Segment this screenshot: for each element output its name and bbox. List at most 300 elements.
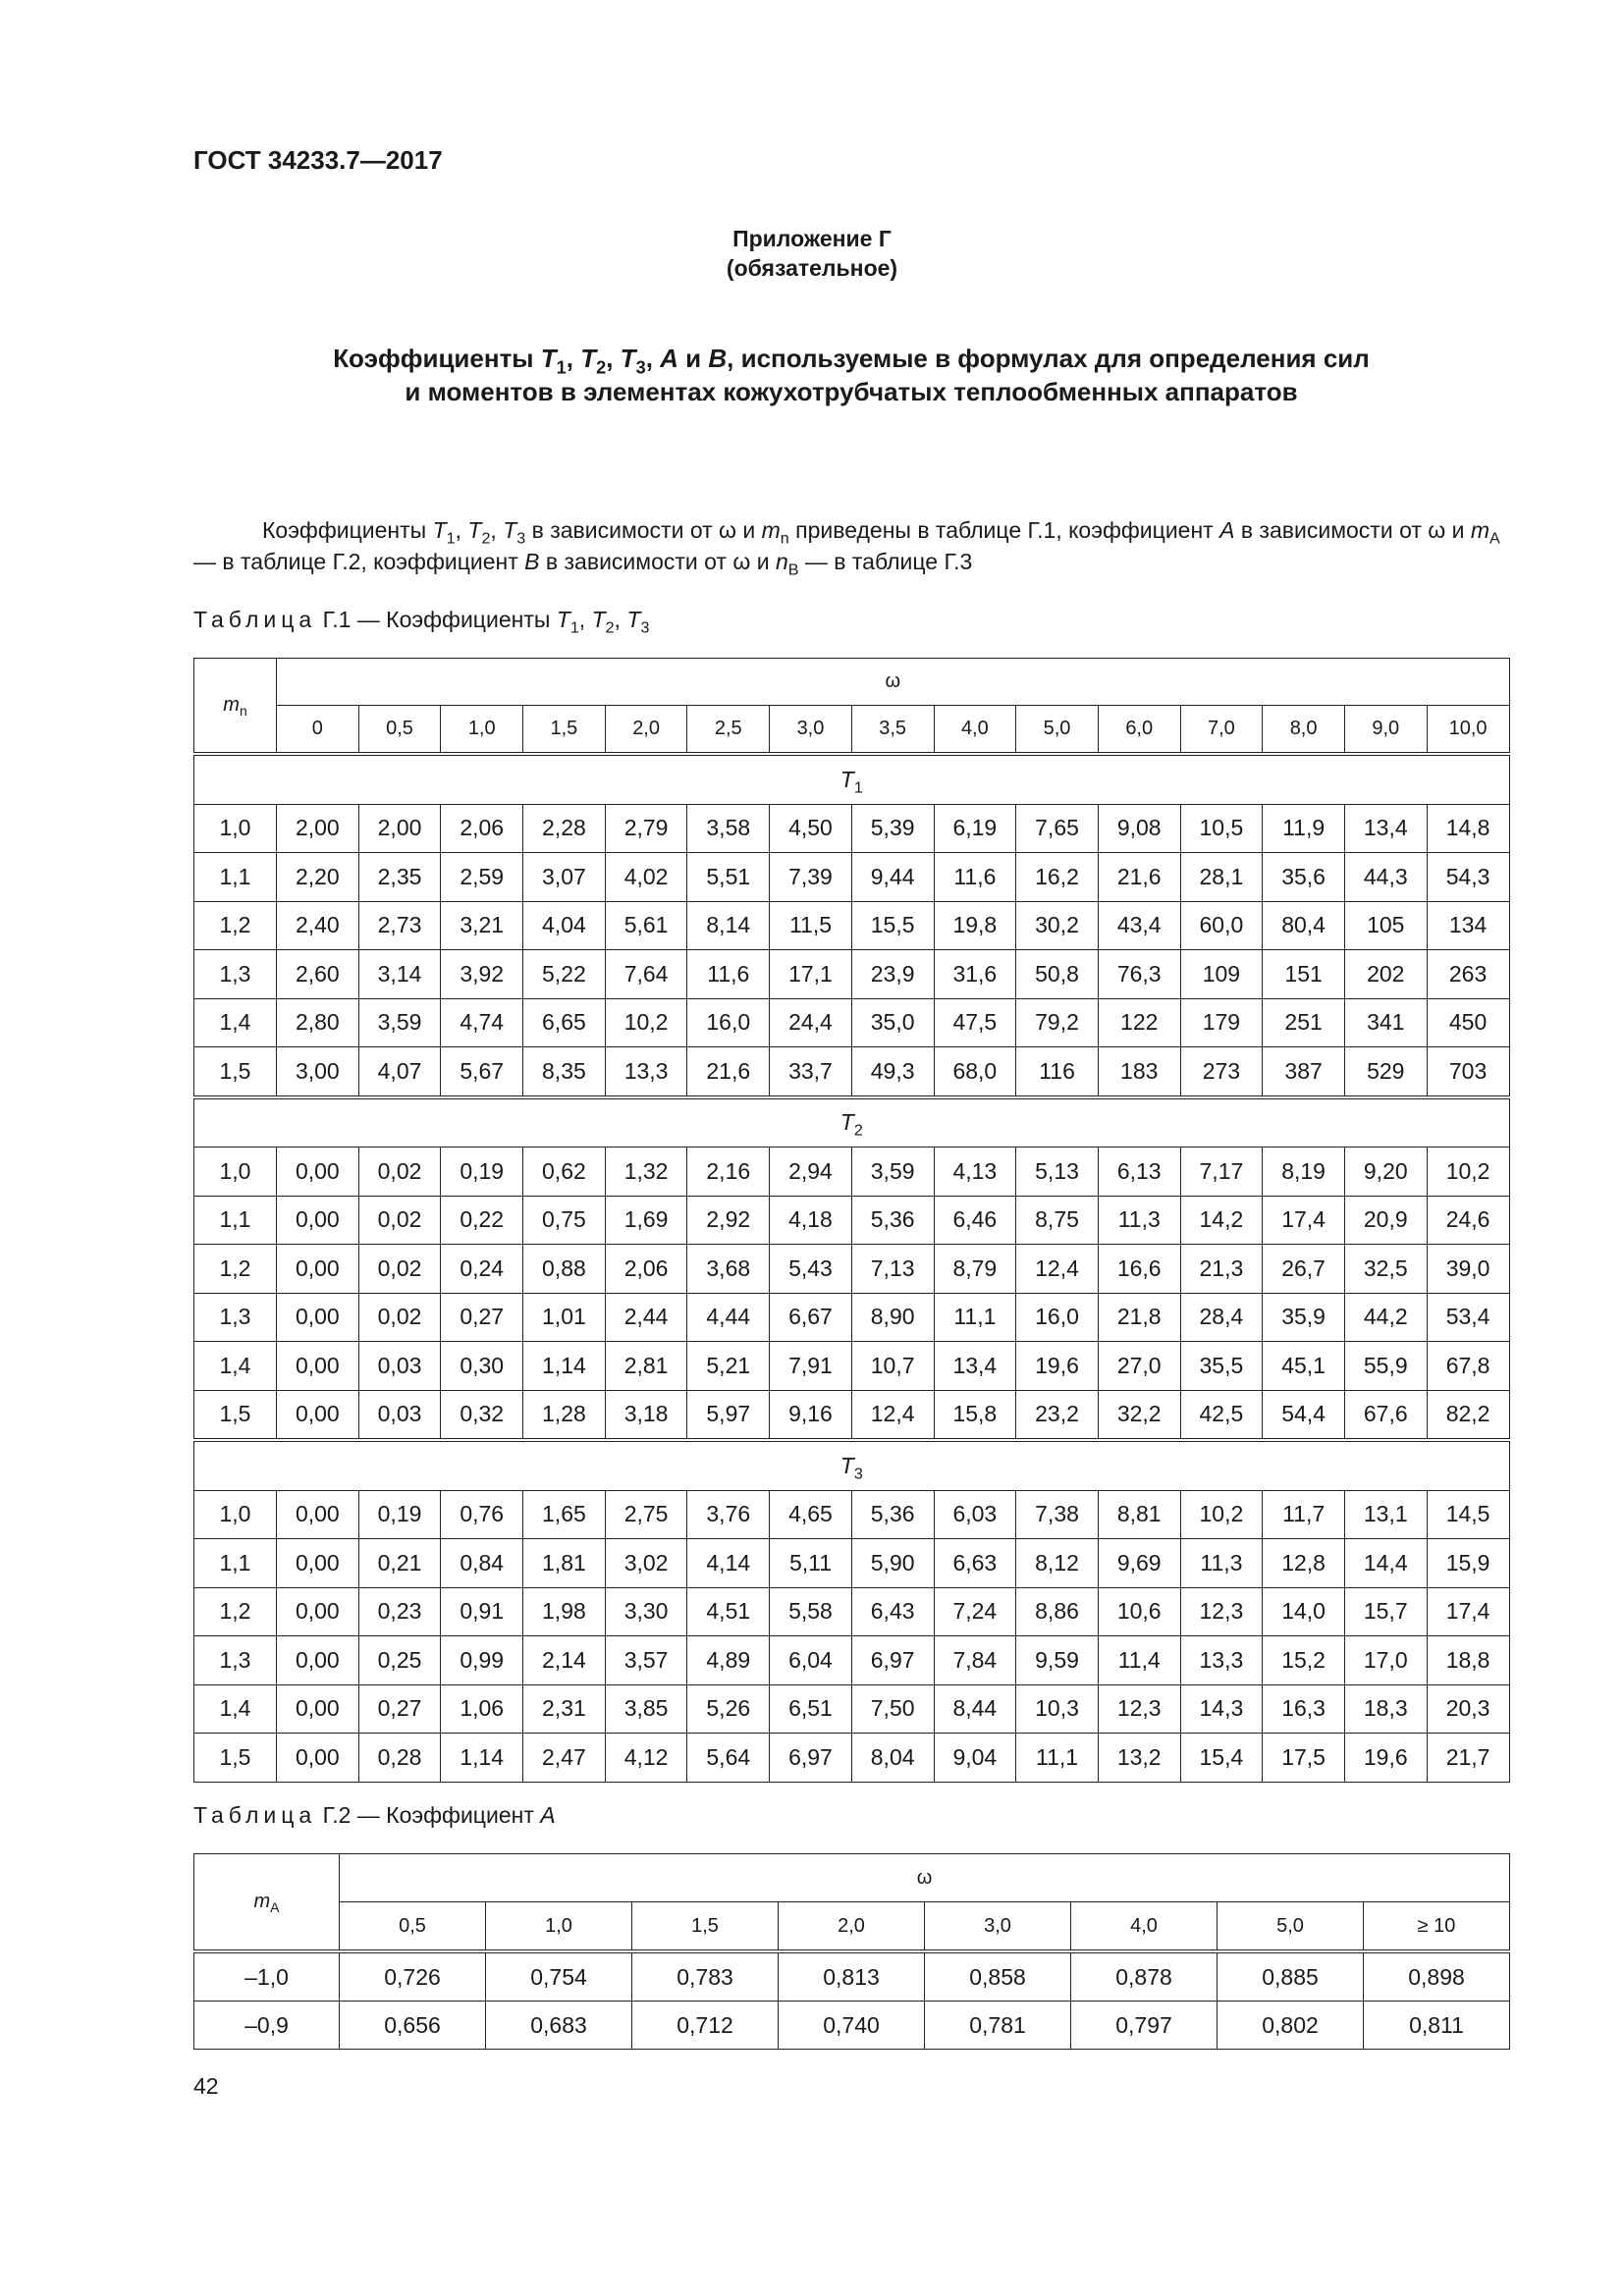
value-cell: 13,4 [1344, 804, 1427, 853]
value-cell: 0,813 [779, 1951, 925, 2002]
row-label-cell: 1,0 [194, 804, 277, 853]
table-row [194, 1245, 1510, 1294]
value-cell: 16,3 [1263, 1684, 1345, 1734]
title-var-b: B [708, 344, 728, 373]
omega-value-cell: 10,0 [1427, 706, 1509, 755]
value-cell: 2,06 [441, 804, 523, 853]
omega-value-cell: 5,0 [1218, 1902, 1364, 1952]
value-cell: 16,2 [1016, 853, 1099, 902]
value-cell: 0,898 [1364, 1951, 1510, 2002]
value-cell: 8,81 [1098, 1490, 1180, 1539]
value-cell: 0,740 [779, 2002, 925, 2050]
value-cell: 3,18 [605, 1390, 687, 1440]
value-cell: 0,00 [277, 1684, 359, 1734]
value-cell: 44,2 [1344, 1293, 1427, 1342]
value-cell: 5,67 [441, 1047, 523, 1097]
value-cell: 16,0 [687, 998, 770, 1047]
intro-var: A [1219, 517, 1235, 543]
row-label-cell: 1,1 [194, 853, 277, 902]
value-cell: 17,0 [1344, 1636, 1427, 1685]
omega-value-cell: 0,5 [358, 706, 441, 755]
value-cell: 17,4 [1427, 1587, 1509, 1636]
value-cell: 32,5 [1344, 1245, 1427, 1294]
table-row [194, 998, 1510, 1047]
row-label-cell: 1,3 [194, 950, 277, 999]
value-cell: 0,03 [358, 1342, 441, 1391]
omega-value-cell: 2,0 [779, 1902, 925, 1952]
section-row [194, 1097, 1510, 1148]
value-cell: 23,2 [1016, 1390, 1099, 1440]
value-cell: 151 [1263, 950, 1345, 999]
caption-text: Г.1 — Коэффициенты [316, 607, 557, 632]
value-cell: 20,9 [1344, 1196, 1427, 1245]
value-cell: 12,3 [1098, 1684, 1180, 1734]
value-cell: 5,58 [770, 1587, 852, 1636]
caption-sub: 3 [640, 618, 650, 637]
value-cell: 79,2 [1016, 998, 1099, 1047]
row-label-cell: 1,4 [194, 1342, 277, 1391]
row-label-cell: 1,2 [194, 1587, 277, 1636]
value-cell: 19,8 [934, 901, 1016, 950]
value-cell: 0,656 [340, 2002, 486, 2050]
value-cell: 1,32 [605, 1148, 687, 1197]
value-cell: 35,6 [1263, 853, 1345, 902]
value-cell: 67,6 [1344, 1390, 1427, 1440]
value-cell: 6,13 [1098, 1148, 1180, 1197]
intro-var: n [775, 549, 788, 574]
omega-value-cell: 4,0 [1071, 1902, 1218, 1952]
value-cell: 16,0 [1016, 1293, 1099, 1342]
title-text: , используемые в формулах для определения сил [727, 344, 1370, 373]
table-g1-caption [193, 607, 650, 637]
title-sub-3: 3 [635, 357, 646, 378]
omega-value-cell: 1,0 [441, 706, 523, 755]
value-cell: 2,00 [358, 804, 441, 853]
value-cell: 4,65 [770, 1490, 852, 1539]
value-cell: 17,4 [1263, 1196, 1345, 1245]
value-cell: 13,3 [605, 1047, 687, 1097]
value-cell: 28,4 [1180, 1293, 1263, 1342]
value-cell: 2,31 [523, 1684, 606, 1734]
value-cell: 47,5 [934, 998, 1016, 1047]
value-cell: 703 [1427, 1047, 1509, 1097]
value-cell: 9,04 [934, 1734, 1016, 1783]
value-cell: 9,08 [1098, 804, 1180, 853]
value-cell: 13,3 [1180, 1636, 1263, 1685]
value-cell: 0,878 [1071, 1951, 1218, 2002]
table-g2-caption [193, 1802, 556, 1829]
omega-value-cell: 4,0 [934, 706, 1016, 755]
page-number: 42 [193, 2073, 219, 2099]
intro-var: B [524, 549, 540, 574]
value-cell: 30,2 [1016, 901, 1099, 950]
value-cell: 0,754 [486, 1951, 632, 2002]
omega-value-cell: 1,5 [632, 1902, 779, 1952]
caption-word: Таблица [193, 1802, 317, 1828]
value-cell: 5,64 [687, 1734, 770, 1783]
value-cell: 32,2 [1098, 1390, 1180, 1440]
title-var-t2: T [580, 344, 597, 373]
value-cell: 16,6 [1098, 1245, 1180, 1294]
value-cell: 14,0 [1263, 1587, 1345, 1636]
value-cell: 15,7 [1344, 1587, 1427, 1636]
value-cell: 11,1 [1016, 1734, 1099, 1783]
value-cell: 10,2 [605, 998, 687, 1047]
value-cell: 2,80 [277, 998, 359, 1047]
table-row [194, 804, 1510, 853]
value-cell: 7,17 [1180, 1148, 1263, 1197]
value-cell: 0,32 [441, 1390, 523, 1440]
value-cell: 2,20 [277, 853, 359, 902]
value-cell: 10,6 [1098, 1587, 1180, 1636]
value-cell: 3,92 [441, 950, 523, 999]
table-row [194, 901, 1510, 950]
table-row [194, 1148, 1510, 1197]
value-cell: 0,75 [523, 1196, 606, 1245]
value-cell: 0,22 [441, 1196, 523, 1245]
value-cell: 0,91 [441, 1587, 523, 1636]
value-cell: 0,797 [1071, 2002, 1218, 2050]
value-cell: 10,7 [851, 1342, 934, 1391]
omega-value-cell: 5,0 [1016, 706, 1099, 755]
value-cell: 0,25 [358, 1636, 441, 1685]
value-cell: 0,84 [441, 1539, 523, 1588]
value-cell: 3,59 [851, 1148, 934, 1197]
value-cell: 54,3 [1427, 853, 1509, 902]
value-cell: 6,03 [934, 1490, 1016, 1539]
table-g1 [193, 658, 1510, 1783]
value-cell: 14,4 [1344, 1539, 1427, 1588]
value-cell: 3,14 [358, 950, 441, 999]
appendix-title: Приложение Г [732, 226, 892, 251]
caption-var: T [591, 607, 606, 632]
value-cell: 2,92 [687, 1196, 770, 1245]
value-cell: 11,7 [1263, 1490, 1345, 1539]
value-cell: 45,1 [1263, 1342, 1345, 1391]
value-cell: 5,51 [687, 853, 770, 902]
value-cell: 35,9 [1263, 1293, 1345, 1342]
omega-header: ω [340, 1854, 1510, 1902]
row-label-cell: 1,2 [194, 901, 277, 950]
section-var: T [839, 766, 854, 792]
section-sub: 1 [853, 778, 863, 797]
value-cell: 9,69 [1098, 1539, 1180, 1588]
value-cell: 3,68 [687, 1245, 770, 1294]
value-cell: 0,02 [358, 1245, 441, 1294]
value-cell: 4,04 [523, 901, 606, 950]
value-cell: 341 [1344, 998, 1427, 1047]
value-cell: 5,43 [770, 1245, 852, 1294]
value-cell: 6,19 [934, 804, 1016, 853]
intro-text: , [490, 517, 504, 543]
appendix-status: (обязательное) [726, 255, 898, 281]
value-cell: 21,6 [687, 1047, 770, 1097]
value-cell: 10,2 [1427, 1148, 1509, 1197]
value-cell: 0,21 [358, 1539, 441, 1588]
intro-text: — в таблице Г.3 [798, 549, 973, 574]
value-cell: 2,35 [358, 853, 441, 902]
value-cell: 15,2 [1263, 1636, 1345, 1685]
value-cell: 0,23 [358, 1587, 441, 1636]
value-cell: 11,1 [934, 1293, 1016, 1342]
value-cell: 11,6 [687, 950, 770, 999]
value-cell: 2,75 [605, 1490, 687, 1539]
value-cell: 10,5 [1180, 804, 1263, 853]
value-cell: 54,4 [1263, 1390, 1345, 1440]
value-cell: 5,97 [687, 1390, 770, 1440]
omega-value-cell: 3,0 [925, 1902, 1071, 1952]
row-label-cell: 1,4 [194, 998, 277, 1047]
value-cell: 33,7 [770, 1047, 852, 1097]
value-cell: 4,12 [605, 1734, 687, 1783]
value-cell: 11,6 [934, 853, 1016, 902]
value-cell: 0,02 [358, 1293, 441, 1342]
section-row [194, 754, 1510, 804]
value-cell: 116 [1016, 1047, 1099, 1097]
value-cell: 6,63 [934, 1539, 1016, 1588]
omega-value-cell: 7,0 [1180, 706, 1263, 755]
value-cell: 529 [1344, 1047, 1427, 1097]
value-cell: 18,3 [1344, 1684, 1427, 1734]
value-cell: 202 [1344, 950, 1427, 999]
caption-var: T [626, 607, 641, 632]
table-row [194, 1047, 1510, 1097]
value-cell: 28,1 [1180, 853, 1263, 902]
value-cell: 49,3 [851, 1047, 934, 1097]
value-cell: 1,98 [523, 1587, 606, 1636]
value-cell: 7,64 [605, 950, 687, 999]
value-cell: 21,3 [1180, 1245, 1263, 1294]
value-cell: 0,00 [277, 1293, 359, 1342]
table-row [194, 950, 1510, 999]
value-cell: 11,3 [1180, 1539, 1263, 1588]
value-cell: 0,726 [340, 1951, 486, 2002]
title-comma: , [645, 344, 661, 373]
caption-text: , [578, 607, 592, 632]
section-label [194, 754, 1510, 804]
value-cell: 3,21 [441, 901, 523, 950]
value-cell: 0,28 [358, 1734, 441, 1783]
value-cell: 0,24 [441, 1245, 523, 1294]
row-label-cell: 1,0 [194, 1148, 277, 1197]
value-cell: 0,03 [358, 1390, 441, 1440]
row-label-cell: 1,2 [194, 1245, 277, 1294]
row-label-cell: 1,5 [194, 1390, 277, 1440]
value-cell: 6,97 [770, 1734, 852, 1783]
row-label-cell: –0,9 [194, 2002, 340, 2050]
value-cell: 14,3 [1180, 1684, 1263, 1734]
value-cell: 24,4 [770, 998, 852, 1047]
value-cell: 43,4 [1098, 901, 1180, 950]
title-var-t1: T [540, 344, 557, 373]
intro-text: в зависимости от ω и [525, 517, 762, 543]
value-cell: 53,4 [1427, 1293, 1509, 1342]
table-header-row [194, 659, 1510, 706]
value-cell: 55,9 [1344, 1342, 1427, 1391]
value-cell: 2,79 [605, 804, 687, 853]
value-cell: 3,58 [687, 804, 770, 853]
intro-sub: 2 [481, 529, 491, 548]
value-cell: 10,2 [1180, 1490, 1263, 1539]
value-cell: 2,00 [277, 804, 359, 853]
value-cell: 7,84 [934, 1636, 1016, 1685]
value-cell: 3,30 [605, 1587, 687, 1636]
value-cell: 11,5 [770, 901, 852, 950]
value-cell: 9,44 [851, 853, 934, 902]
appendix-heading [0, 224, 1624, 283]
value-cell: 0,00 [277, 1734, 359, 1783]
value-cell: 15,8 [934, 1390, 1016, 1440]
title-text: Коэффициенты [333, 344, 541, 373]
value-cell: 0,783 [632, 1951, 779, 2002]
value-cell: 0,02 [358, 1196, 441, 1245]
value-cell: 0,885 [1218, 1951, 1364, 2002]
value-cell: 11,9 [1263, 804, 1345, 853]
table-header-row [194, 1854, 1510, 1902]
value-cell: 0,99 [441, 1636, 523, 1685]
value-cell: 5,90 [851, 1539, 934, 1588]
value-cell: 27,0 [1098, 1342, 1180, 1391]
omega-value-cell: 0,5 [340, 1902, 486, 1952]
omega-value-cell: 2,0 [605, 706, 687, 755]
value-cell: 21,7 [1427, 1734, 1509, 1783]
value-cell: 0,27 [358, 1684, 441, 1734]
value-cell: 14,5 [1427, 1490, 1509, 1539]
value-cell: 5,36 [851, 1196, 934, 1245]
value-cell: 4,51 [687, 1587, 770, 1636]
omega-value-cell: 8,0 [1263, 706, 1345, 755]
value-cell: 10,3 [1016, 1684, 1099, 1734]
table-row [194, 2002, 1510, 2050]
omega-value-cell: 2,5 [687, 706, 770, 755]
value-cell: 3,59 [358, 998, 441, 1047]
value-cell: 15,4 [1180, 1734, 1263, 1783]
value-cell: 24,6 [1427, 1196, 1509, 1245]
table-row [194, 1734, 1510, 1783]
value-cell: 179 [1180, 998, 1263, 1047]
value-cell: 2,60 [277, 950, 359, 999]
value-cell: 21,8 [1098, 1293, 1180, 1342]
omega-value-cell: ≥ 10 [1364, 1902, 1510, 1952]
value-cell: 263 [1427, 950, 1509, 999]
value-cell: 21,6 [1098, 853, 1180, 902]
section-sub: 3 [853, 1465, 863, 1483]
value-cell: 7,38 [1016, 1490, 1099, 1539]
table-row [194, 1636, 1510, 1685]
value-cell: 7,24 [934, 1587, 1016, 1636]
value-cell: 134 [1427, 901, 1509, 950]
value-cell: 14,2 [1180, 1196, 1263, 1245]
value-cell: 2,59 [441, 853, 523, 902]
value-cell: 4,07 [358, 1047, 441, 1097]
value-cell: 4,02 [605, 853, 687, 902]
row-label-cell: 1,5 [194, 1047, 277, 1097]
value-cell: 3,02 [605, 1539, 687, 1588]
table-g2 [193, 1853, 1510, 2050]
value-cell: 82,2 [1427, 1390, 1509, 1440]
value-cell: 2,47 [523, 1734, 606, 1783]
section-label [194, 1440, 1510, 1490]
value-cell: 76,3 [1098, 950, 1180, 999]
table-row [194, 1951, 1510, 2002]
value-cell: 6,46 [934, 1196, 1016, 1245]
value-cell: 8,12 [1016, 1539, 1099, 1588]
value-cell: 7,13 [851, 1245, 934, 1294]
value-cell: 15,9 [1427, 1539, 1509, 1588]
omega-value-cell: 1,0 [486, 1902, 632, 1952]
table-row [194, 1490, 1510, 1539]
omega-value-cell: 0 [277, 706, 359, 755]
value-cell: 0,683 [486, 2002, 632, 2050]
value-cell: 6,43 [851, 1587, 934, 1636]
value-cell: 2,73 [358, 901, 441, 950]
value-cell: 2,16 [687, 1148, 770, 1197]
title-line-2: и моментов в элементах кожухотрубчатых теплообменных аппаратов [405, 377, 1298, 406]
value-cell: 1,81 [523, 1539, 606, 1588]
value-cell: 0,712 [632, 2002, 779, 2050]
value-cell: 2,28 [523, 804, 606, 853]
value-cell: 0,30 [441, 1342, 523, 1391]
section-var: T [839, 1452, 854, 1478]
title-var-t3: T [620, 344, 636, 373]
value-cell: 4,89 [687, 1636, 770, 1685]
value-cell: 4,44 [687, 1293, 770, 1342]
value-cell: 7,65 [1016, 804, 1099, 853]
value-cell: 12,4 [851, 1390, 934, 1440]
value-cell: 1,28 [523, 1390, 606, 1440]
value-cell: 5,22 [523, 950, 606, 999]
value-cell: 5,36 [851, 1490, 934, 1539]
value-cell: 5,11 [770, 1539, 852, 1588]
title-var-a: A [660, 344, 678, 373]
value-cell: 5,13 [1016, 1148, 1099, 1197]
value-cell: 17,5 [1263, 1734, 1345, 1783]
value-cell: 1,65 [523, 1490, 606, 1539]
caption-var: A [540, 1802, 556, 1828]
value-cell: 9,16 [770, 1390, 852, 1440]
value-cell: 19,6 [1016, 1342, 1099, 1391]
omega-value-cell: 3,0 [770, 706, 852, 755]
intro-sub: B [787, 561, 799, 579]
value-cell: 12,3 [1180, 1587, 1263, 1636]
value-cell: 4,13 [934, 1148, 1016, 1197]
value-cell: 35,0 [851, 998, 934, 1047]
value-cell: 183 [1098, 1047, 1180, 1097]
omega-value-cell: 6,0 [1098, 706, 1180, 755]
table-row [194, 853, 1510, 902]
value-cell: 19,6 [1344, 1734, 1427, 1783]
value-cell: 8,86 [1016, 1587, 1099, 1636]
omega-values-row [194, 1902, 1510, 1952]
value-cell: 17,1 [770, 950, 852, 999]
value-cell: 8,19 [1263, 1148, 1345, 1197]
value-cell: 8,35 [523, 1047, 606, 1097]
omega-value-cell: 1,5 [523, 706, 606, 755]
value-cell: 122 [1098, 998, 1180, 1047]
value-cell: 0,00 [277, 1587, 359, 1636]
value-cell: 68,0 [934, 1047, 1016, 1097]
section-label [194, 1097, 1510, 1148]
intro-sub: n [780, 529, 789, 548]
intro-var: m [761, 517, 781, 543]
value-cell: 6,04 [770, 1636, 852, 1685]
value-cell: 1,14 [523, 1342, 606, 1391]
value-cell: 0,858 [925, 1951, 1071, 2002]
table-row [194, 1196, 1510, 1245]
value-cell: 44,3 [1344, 853, 1427, 902]
row-header-sub: A [270, 1898, 280, 1915]
omega-value-cell: 9,0 [1344, 706, 1427, 755]
